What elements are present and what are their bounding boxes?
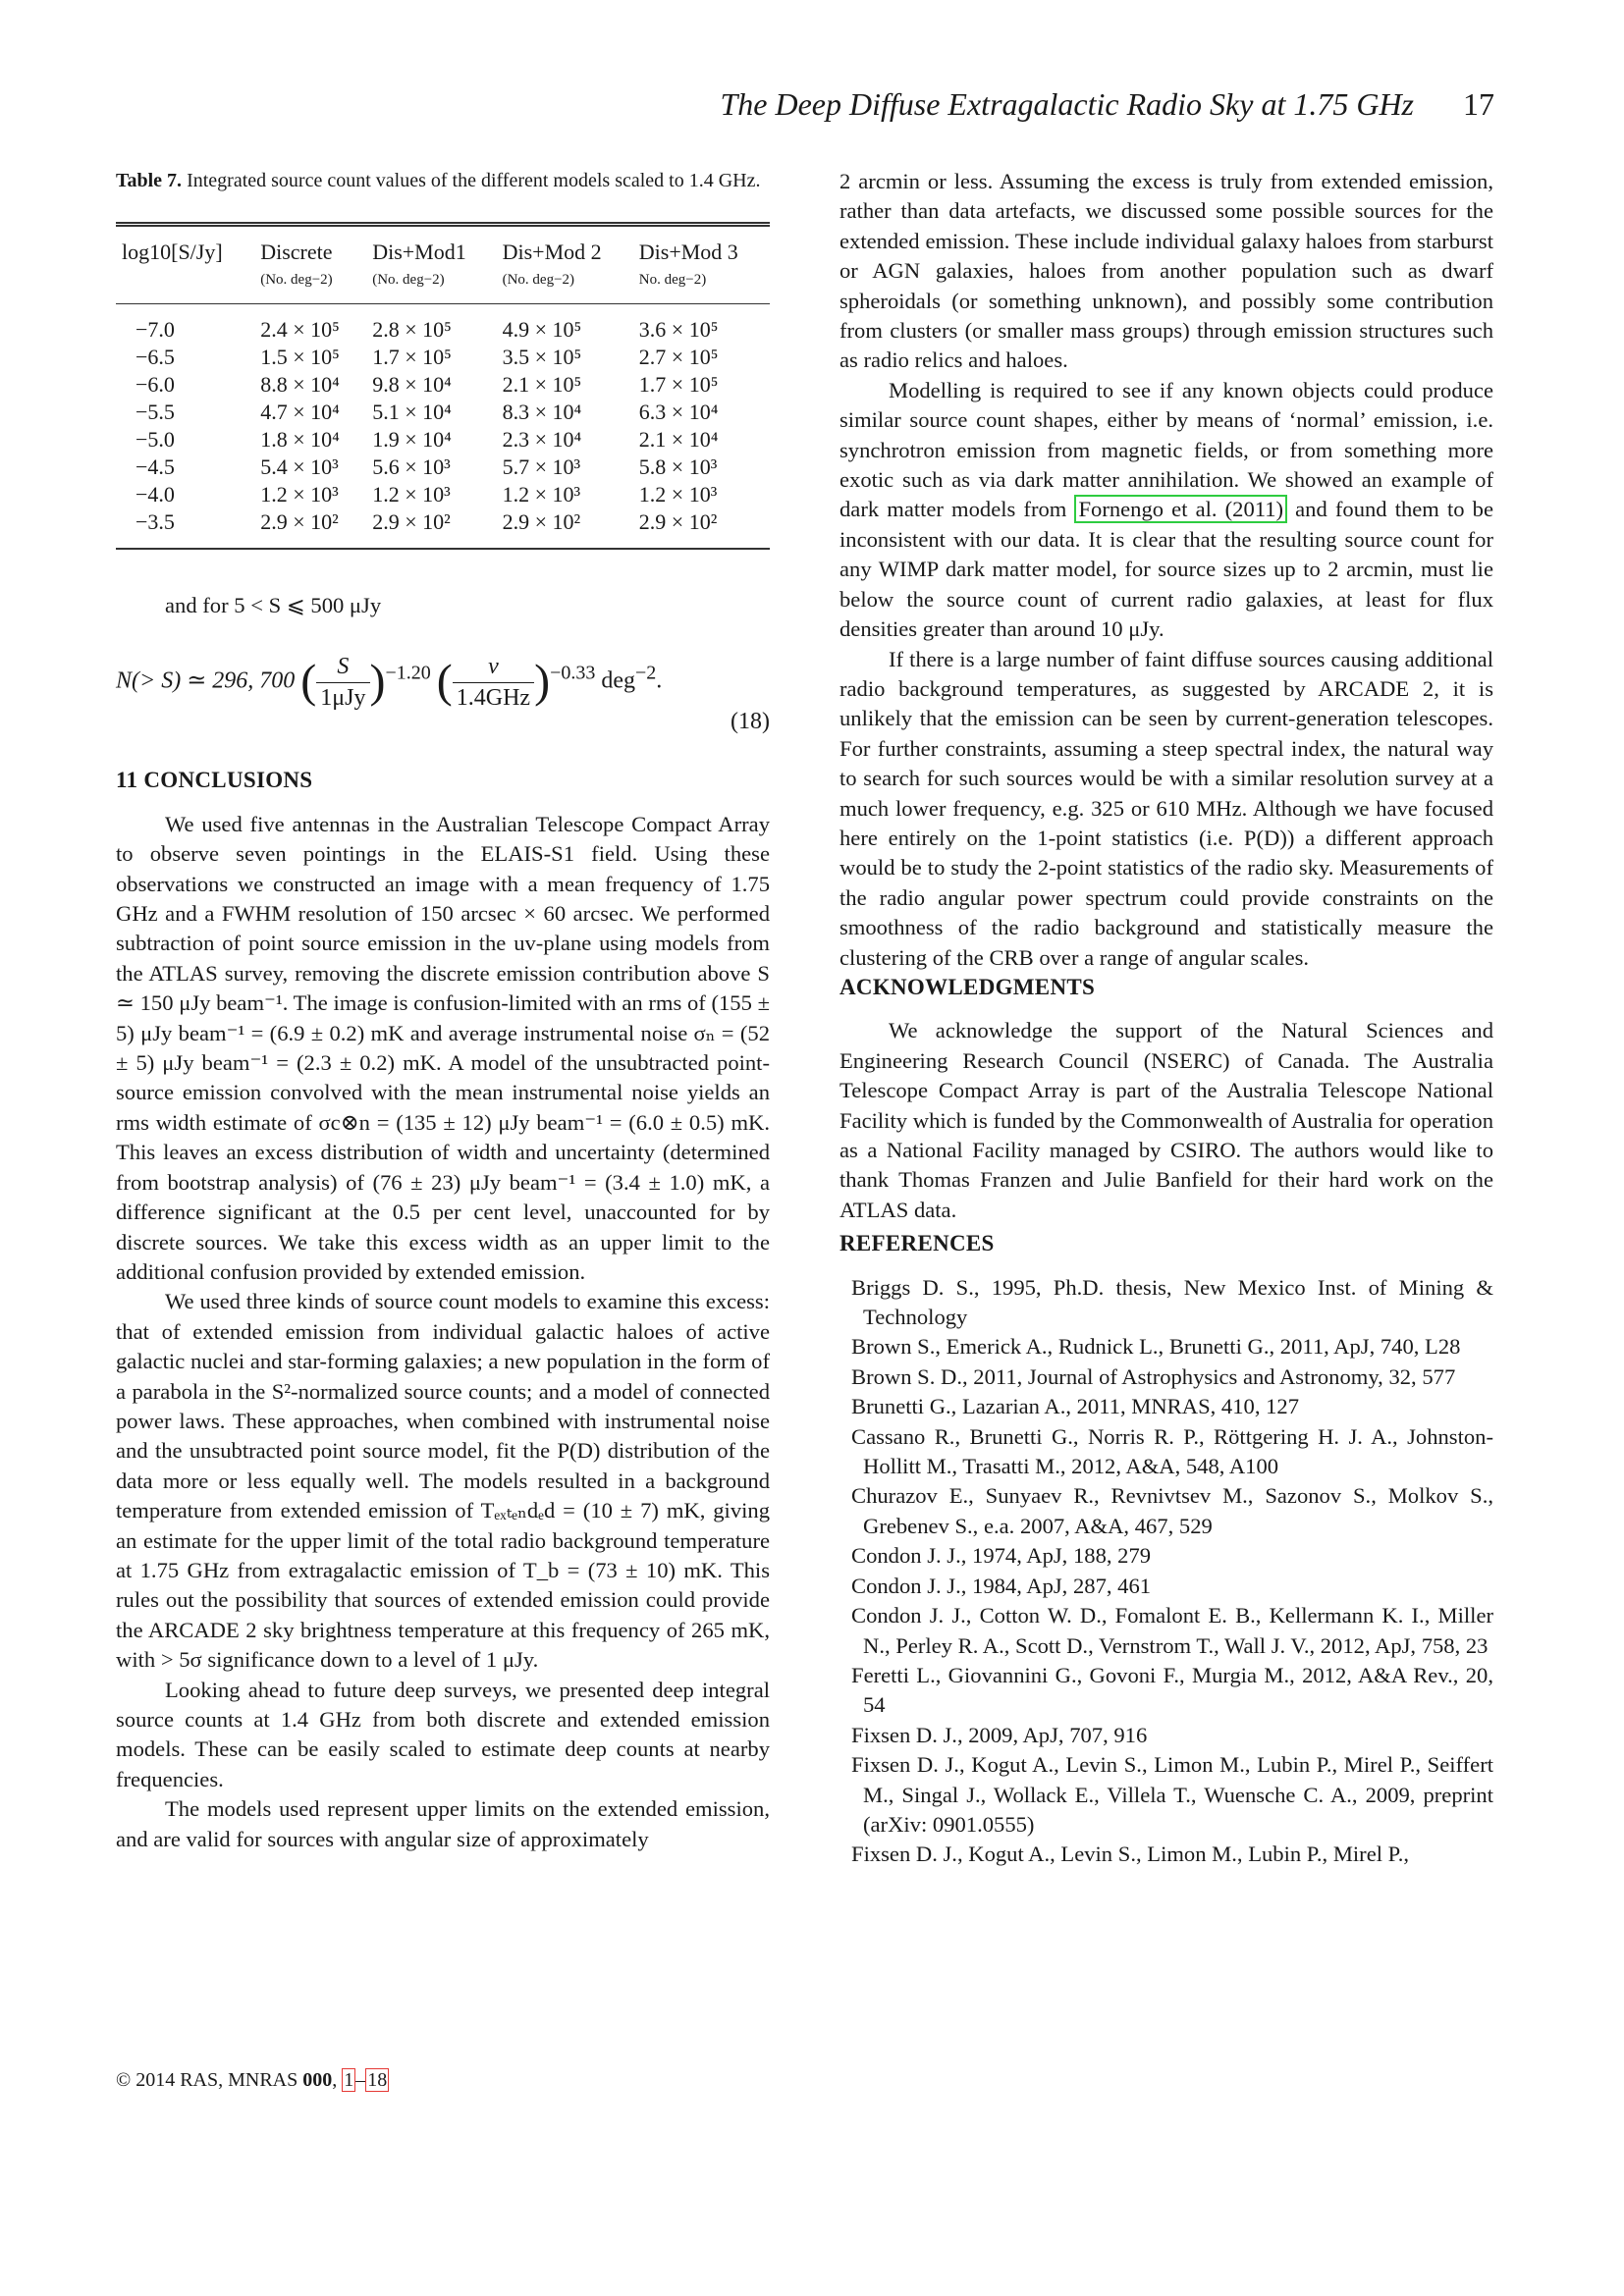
footer-volume: 000 [302,2069,333,2091]
table-cell: 5.6 × 10³ [372,454,451,479]
table-cell: 1.9 × 10⁴ [372,427,452,452]
table-cell: 1.5 × 10⁵ [260,345,340,369]
reference-entry: Condon J. J., Cotton W. D., Fomalont E. B., Kellermann K. I., Miller N., Perley R. A., Scott D., Vernstrom T., Wall J. V., 2012, ApJ, 758, 23 [851,1603,1493,1658]
table-cell: 3.5 × 10⁵ [502,345,582,369]
table-cell: 1.7 × 10⁵ [372,345,452,369]
table-cell: 5.8 × 10³ [638,454,718,479]
reference-list [851,1273,1493,1870]
table-cell: 2.3 × 10⁴ [502,427,582,452]
table-row [116,454,770,481]
table-cell: 2.7 × 10⁵ [638,345,719,369]
reference-entry: Fixsen D. J., Kogut A., Levin S., Limon M., Lubin P., Mirel P., Seiffert M., Singal J., Wollack E., Villela T., Wuensche C. A., 2009, preprint (arXiv: 0901.0555) [851,1752,1493,1837]
table-cell: 8.3 × 10⁴ [502,400,582,424]
table-cell: 1.2 × 10³ [638,482,718,507]
conclusions-paragraph-modelling [839,376,1493,645]
table-column-unit [116,266,254,304]
table-column-unit: (No. deg−2) [254,266,366,304]
table-column-unit: (No. deg−2) [497,266,633,304]
table-cell: 1.8 × 10⁴ [260,427,340,452]
reference-entry: Brown S., Emerick A., Rudnick L., Brunetti G., 2011, ApJ, 740, L28 [851,1334,1461,1360]
table-row [116,426,770,454]
table-caption [116,167,770,194]
footer-dash: – [355,2069,366,2091]
table-cell: 2.9 × 10² [633,508,770,549]
reference-entry: Churazov E., Sunyaev R., Revnivtsev M., Sazonov S., Molkov S., Grebenev S., e.a. 2007, A&A, 467, 529 [851,1483,1493,1538]
table-cell: −6.5 [135,345,175,369]
conclusions-paragraph: We used five antennas in the Australian Telescope Compact Array to observe seven pointings in the ELAIS-S1 field. Using these observations we constructed an image with a mean frequency of 1.75 GHz and a FWHM resolution of 150 arcsec × 60 arcsec. We performed subtraction of point source emission in the uv-plane using models from the ATLAS survey, removing the discrete emission contribution above S ≃ 150 μJy beam⁻¹. The image is confusion-limited with an rms of (155 ± 5) μJy beam⁻¹ = (6.9 ± 0.2) mK and average instrumental noise σₙ = (52 ± 5) μJy beam⁻¹ = (2.3 ± 0.2) mK. A model of the unsubtracted point-source emission convolved with the mean instrumental noise yields an rms width estimate of σc⊗n = (135 ± 12) μJy beam⁻¹ = (6.0 ± 0.5) mK. This leaves an excess distribution of width and uncertainty (determined from bootstrap analysis) of (76 ± 23) μJy beam⁻¹ = (3.4 ± 1.0) mK, a difference significant at the 0.5 per cent level, unaccounted for by discrete sources. We take this excess width as an upper limit to the additional confusion provided by extended emission. [116,811,770,1284]
table-caption-label: Table 7. [116,170,183,191]
section-heading-acknowledgments: ACKNOWLEDGMENTS [839,974,1096,999]
reference-entry: Briggs D. S., 1995, Ph.D. thesis, New Mexico Inst. of Mining & Technology [851,1274,1493,1330]
table-cell: 1.2 × 10³ [502,482,581,507]
fraction-frequency [453,652,534,713]
table-cell: 2.1 × 10⁴ [638,427,719,452]
section-heading-conclusions: 11 CONCLUSIONS [116,768,313,793]
page-number: 17 [1463,86,1494,122]
fraction-flux-numerator: S [316,652,369,682]
page-footer [116,2069,389,2092]
equation-unit: deg [601,667,635,694]
fraction-frequency-denominator: 1.4GHz [456,684,531,711]
table-cell: 1.2 × 10³ [372,482,451,507]
table-unit-row [116,266,770,304]
right-column [839,167,1493,1870]
table-cell: −4.0 [135,482,175,507]
table-cell: −5.5 [135,400,175,424]
exponent-flux: −1.20 [385,662,431,684]
left-column [116,167,770,1854]
footer-separator: , [332,2069,343,2091]
footer-link-page-end[interactable]: 18 [367,2069,388,2091]
table-row [116,508,770,549]
table-cell: 2.4 × 10⁵ [260,317,340,342]
table-column-unit: (No. deg−2) [366,266,496,304]
table-cell: 2.9 × 10² [366,508,496,549]
table-column-header: Dis+Mod1 [366,225,496,267]
table-cell: 2.1 × 10⁵ [502,372,582,397]
equation-period: . [656,667,663,694]
source-count-table [116,222,770,550]
section-heading-references: REFERENCES [839,1231,995,1256]
conclusions-paragraph: Looking ahead to future deep surveys, we presented deep integral source counts at 1.4 GHz from both discrete and extended emission models. These can be easily scaled to estimate deep counts at nearby frequencies. [116,1677,770,1791]
table-cell: 9.8 × 10⁴ [372,372,452,397]
footer-copyright: © 2014 RAS, MNRAS [116,2069,303,2091]
table-cell: 5.1 × 10⁴ [372,400,452,424]
reference-entry: Condon J. J., 1984, ApJ, 287, 461 [851,1573,1152,1598]
modelling-text: and found them to be inconsistent with our data. It is clear that the resulting source count for any WIMP dark matter model, for source sizes up to 2 arcmin, must lie below the source count of current radio galaxies, at least for flux densities greater than around 10 μJy. [839,497,1493,642]
footer-link-page-start[interactable]: 1 [344,2069,354,2091]
table-row [116,304,770,345]
equation-lhs: N(> S) ≃ 296, 700 [116,667,296,694]
conclusions-paragraph: The models used represent upper limits on the extended emission, and are valid for sources with angular size of approximately [116,1796,770,1851]
fraction-flux-denominator: 1μJy [320,684,366,711]
equation-formula: N(> S) ≃ 296, 700 ( $\frac{S}{\text{1μJy}}$ )$^{-1.20}$ ( $\frac{\nu}{\text{1.4GHz}}$ )$^{-0.33}$ deg$^{-2}$. [116,652,662,713]
reference-entry: Fixsen D. J., 2009, ApJ, 707, 916 [851,1722,1148,1747]
table-cell: −3.5 [116,508,254,549]
table-row [116,344,770,371]
reference-entry: Condon J. J., 1974, ApJ, 188, 279 [851,1543,1152,1569]
table-cell: −4.5 [135,454,175,479]
table-header-row [116,225,770,267]
table-column-unit: No. deg−2) [633,266,770,304]
running-title: The Deep Diffuse Extragalactic Radio Sky at 1.75 GHz [720,86,1414,122]
table-column-header: Dis+Mod 3 [633,225,770,267]
table-cell: 2.9 × 10² [497,508,633,549]
table-cell: 2.9 × 10² [254,508,366,549]
table-cell: 4.9 × 10⁵ [502,317,582,342]
table-cell: −5.0 [135,427,175,452]
table-column-header: Dis+Mod 2 [497,225,633,267]
equation-18 [116,652,770,736]
table-cell: 5.4 × 10³ [260,454,339,479]
table-cell: 5.7 × 10³ [502,454,581,479]
table-cell: 3.6 × 10⁵ [638,317,719,342]
equation-number: (18) [731,709,770,735]
conclusions-paragraph: We used three kinds of source count models to examine this excess: that of extended emission from individual galactic haloes of active galactic nuclei and star-forming galaxies; a new population in the form of a parabola in the S²-normalized source counts; and a model of connected power laws. These approaches, when combined with instrumental noise and the unsubtracted point source model, fit the P(D) distribution of the data more or less equally well. The models resulted in a background temperature from extended emission of Tₑₓₜₑₙdₑd = (10 ± 7) mK, giving an estimate for the upper limit of the total radio background temperature at 1.75 GHz from extragalactic emission of T_b = (73 ± 10) mK. This rules out the possibility that sources of extended emission could provide the ARCADE 2 sky brightness temperature at this frequency of 265 mK, with > 5σ significance down to a level of 1 μJy. [116,1289,770,1673]
reference-entry: Brown S. D., 2011, Journal of Astrophysics and Astronomy, 32, 577 [851,1363,1456,1389]
table-cell: 1.2 × 10³ [260,482,339,507]
table-cell: −7.0 [135,317,175,342]
conclusions-continuation: 2 arcmin or less. Assuming the excess is truly from extended emission, rather than data artefacts, we discussed some possible sources for the extended emission. These include individual galaxy haloes from starburst or AGN galaxies, haloes from another population such as dwarf spheroidals (or something unknown), and possibly some contribution from clusters (or smaller mass groups) through emission structures such as radio relics and haloes. [839,169,1493,373]
exponent-frequency: −0.33 [550,662,596,684]
fraction-frequency-numerator: ν [453,652,534,682]
reference-entry: Fixsen D. J., Kogut A., Levin S., Limon M., Lubin P., Mirel P., [851,1842,1410,1867]
table-row [116,481,770,508]
table-body [116,304,770,550]
table-cell: −6.0 [135,372,175,397]
fraction-flux [316,652,369,713]
citation-link-fornengo[interactable]: Fornengo et al. (2011) [1074,495,1287,523]
table-cell: 1.7 × 10⁵ [638,372,719,397]
table-column-header: Discrete [254,225,366,267]
equation-intro: and for 5 < S ⩽ 500 μJy [165,593,382,617]
reference-entry: Brunetti G., Lazarian A., 2011, MNRAS, 410, 127 [851,1394,1300,1419]
table-cell: 2.8 × 10⁵ [372,317,452,342]
acknowledgments-text: We acknowledge the support of the Natural Sciences and Engineering Research Council (NSERC) of Canada. The Australia Telescope Compact Array is part of the Australia Telescope National Facility which is funded by the Commonwealth of Australia for operation as a National Facility managed by CSIRO. The authors would like to thank Thomas Franzen and Julie Banfield for their hard work on the ATLAS data. [839,1018,1493,1222]
equation-unit-exponent: −2 [635,662,657,684]
table-row [116,399,770,426]
table-cell: 4.7 × 10⁴ [260,400,340,424]
reference-entry: Feretti L., Giovannini G., Govoni F., Murgia M., 2012, A&A Rev., 20, 54 [851,1662,1493,1718]
modelling-text: Modelling is required to see if any known objects could produce similar source count shapes, either by means of ‘normal’ emission, i.e. synchrotron emission from magnetic fields, or from something more exotic such as via dark matter annihilation. We showed an example of dark matter models from [839,377,1493,522]
table-row [116,371,770,399]
conclusions-paragraph-faint-sources: If there is a large number of faint diffuse sources causing additional radio background temperatures, as suggested by ARCADE 2, it is unlikely that the emission can be seen by current-generation telescopes. For further constraints, assuming a steep spectral index, the natural way to search for such sources would be with a similar resolution survey at a much lower frequency, e.g. 325 or 610 MHz. Although we have focused here entirely on the 1-point statistics (i.e. P(D)) a different approach would be to study the 2-point statistics of the radio sky. Measurements of the radio angular power spectrum could provide constraints on the smoothness of the radio background and statistically measure the clustering of the CRB over a range of angular scales. [839,646,1493,970]
table-cell: 8.8 × 10⁴ [260,372,340,397]
table-column-header: log10[S/Jy] [116,225,254,267]
table-cell: 6.3 × 10⁴ [638,400,719,424]
reference-entry: Cassano R., Brunetti G., Norris R. P., Röttgering H. J. A., Johnston-Hollitt M., Trasatti M., 2012, A&A, 548, A100 [851,1423,1493,1479]
table-caption-text: Integrated source count values of the different models scaled to 1.4 GHz. [187,170,761,191]
